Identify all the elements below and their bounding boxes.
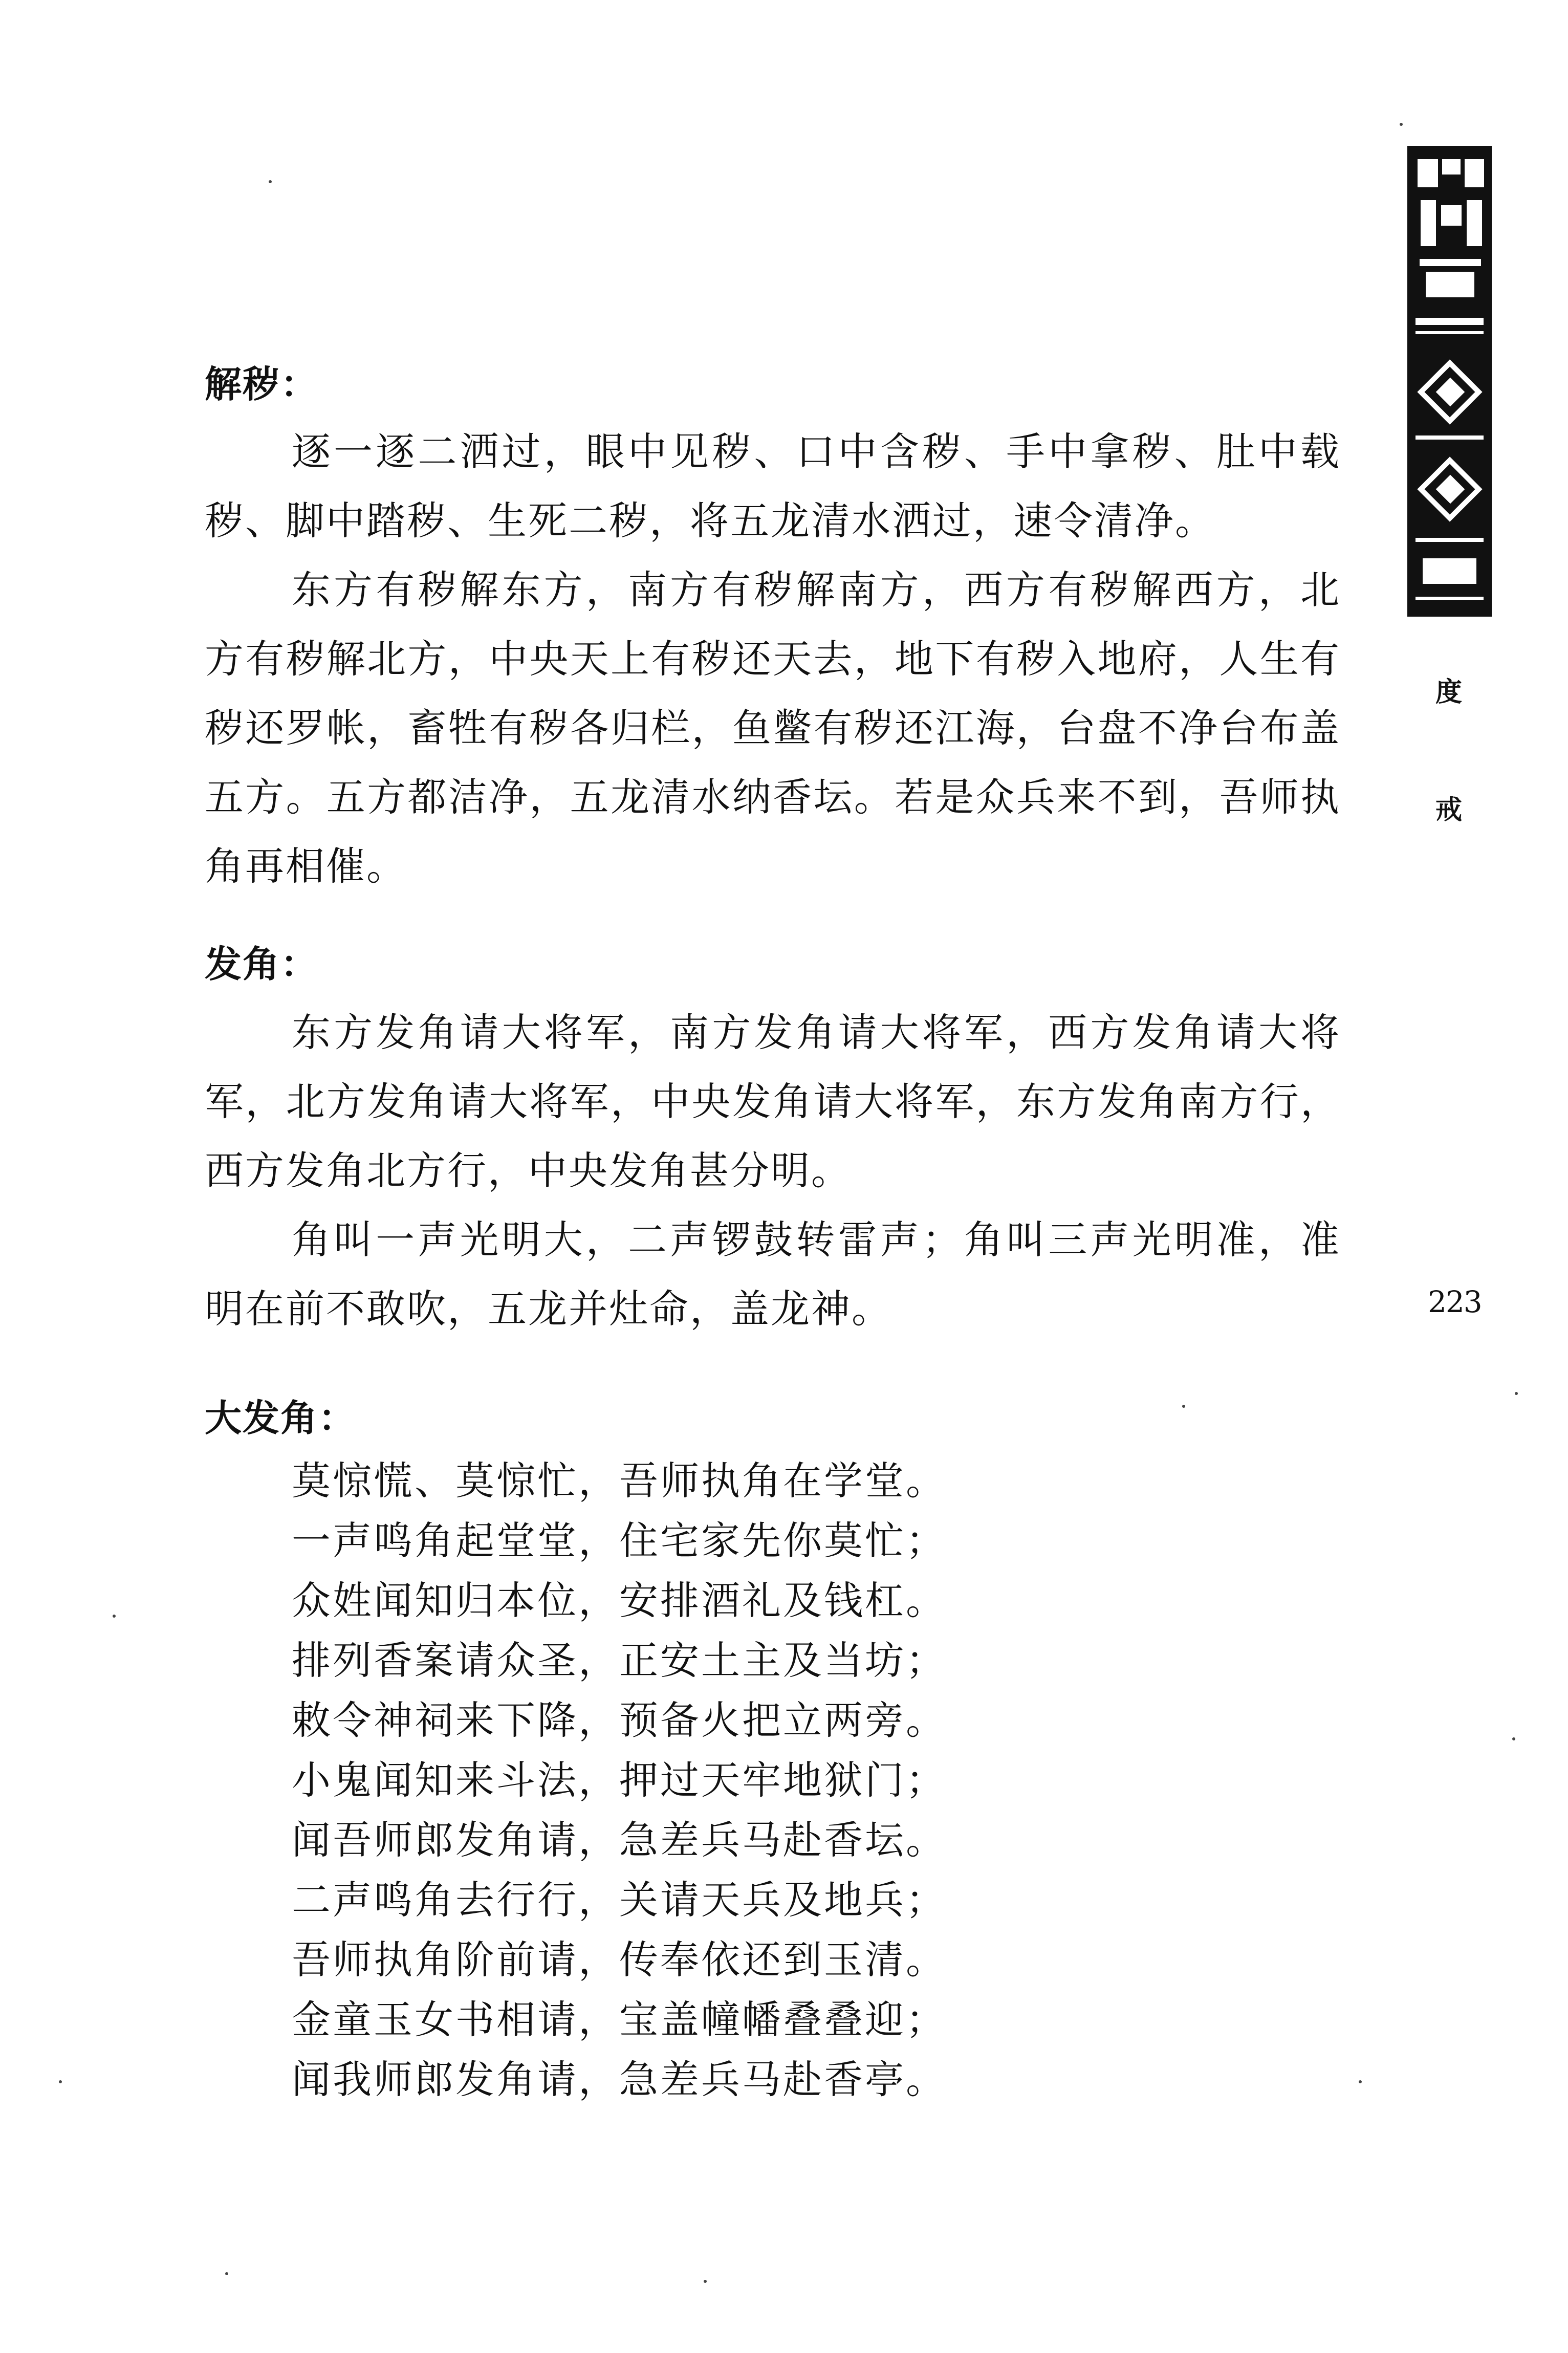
verse-line: 众姓闻知归本位，安排酒礼及钱杠。 [292, 1578, 947, 1623]
section-heading-fajiao: 发角： [205, 942, 319, 986]
section-heading-jiehui: 解秽： [205, 362, 319, 406]
paragraph-jiehui-2: 东方有秽解东方，南方有秽解南方，西方有秽解西方，北方有秽解北方，中央天上有秽还天去，地下有秽入地府，人生有秽还罗帐，畜牲有秽各归栏，鱼鳖有秽还江海，台盘不净台布盖五方。五方都洁净，五龙清水纳香坛。若是众兵来不到，吾师执角再相催。 [205, 567, 1341, 889]
scan-speck [1515, 1392, 1518, 1395]
paragraph-fajiao-2: 角叫一声光明大，二声锣鼓转雷声；角叫三声光明准，准明在前不敢吹，五龙并灶命，盖龙神。 [205, 1217, 1341, 1332]
side-label-jie: 戒 [1435, 794, 1463, 825]
verse-line: 小鬼闻知来斗法，押过天牢地狱门； [292, 1757, 947, 1803]
scan-speck [1359, 2080, 1362, 2083]
verse-line: 闻吾师郎发角请，急差兵马赴香坛。 [292, 1817, 947, 1863]
scan-speck [269, 180, 272, 183]
scan-speck [1512, 1737, 1515, 1740]
verse-line: 莫惊慌、莫惊忙，吾师执角在学堂。 [292, 1458, 947, 1504]
scan-speck [225, 2272, 228, 2275]
paragraph-jiehui-1: 逐一逐二洒过，眼中见秽、口中含秽、手中拿秽、肚中载秽、脚中踏秽、生死二秽，将五龙清水洒过，速令清净。 [205, 429, 1341, 543]
side-label-du: 度 [1435, 677, 1463, 708]
verse-line: 二声鸣角去行行，关请天兵及地兵； [292, 1877, 947, 1923]
verse-line: 闻我师郎发角请，急差兵马赴香亭。 [292, 2057, 947, 2102]
scan-speck [1400, 123, 1403, 126]
scan-speck [59, 2080, 62, 2083]
section-heading-dafajiao: 大发角： [205, 1396, 357, 1440]
verse-block [292, 1451, 947, 2109]
verse-line: 吾师执角阶前请，传奉依还到玉清。 [292, 1937, 947, 1982]
verse-line: 敕令神祠来下降，预备火把立两旁。 [292, 1697, 947, 1743]
page-number: 223 [1428, 1284, 1482, 1319]
scan-speck [704, 2280, 707, 2283]
scan-speck [1182, 1405, 1185, 1408]
verse-line: 排列香案请众圣，正安土主及当坊； [292, 1638, 947, 1683]
verse-line: 一声鸣角起堂堂，住宅家先你莫忙； [292, 1518, 947, 1563]
side-pattern-tab [1407, 146, 1492, 617]
scan-speck [113, 1615, 116, 1618]
paragraph-fajiao-1: 东方发角请大将军，南方发角请大将军，西方发角请大将军，北方发角请大将军，中央发角请大将军，东方发角南方行，西方发角北方行，中央发角甚分明。 [205, 1010, 1341, 1193]
verse-line: 金童玉女书相请，宝盖幢幡叠叠迎； [292, 1997, 947, 2042]
